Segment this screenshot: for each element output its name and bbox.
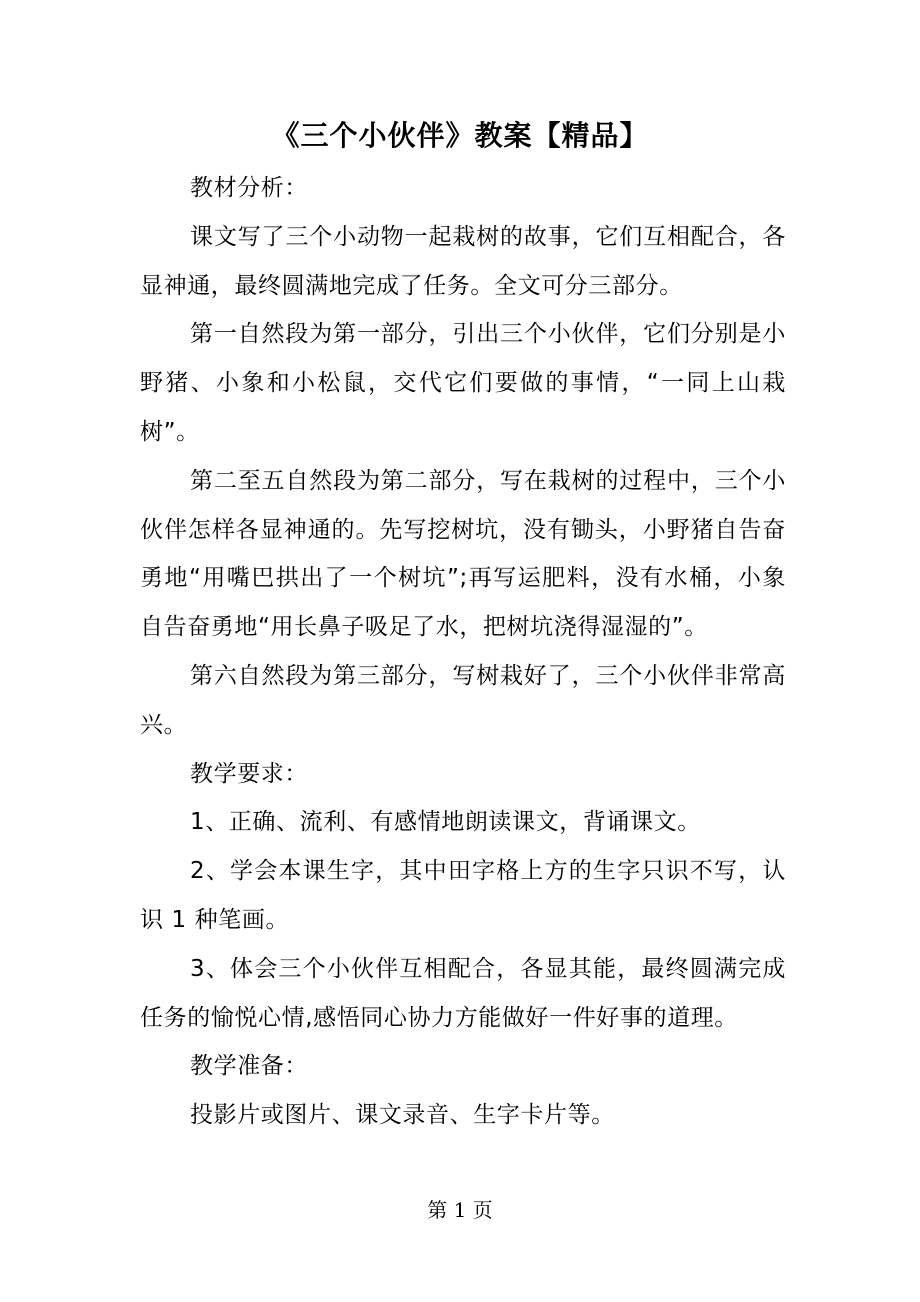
- section-heading-preparation: 教学准备：: [190, 1053, 308, 1080]
- paragraph-part-two: 第二至五自然段为第二部分，写在栽树的过程中，三个小伙伴怎样各显神通的。先写挖树坑，没有锄头，小野猪自告奋勇地“用嘴巴拱出了一个树坑”;再写运肥料，没有水桶，小象自告奋勇地“用长鼻子吸足了水，把树坑浇得湿湿的”。: [140, 467, 786, 641]
- document-title: 《三个小伙伴》教案【精品】: [271, 119, 649, 152]
- paragraph-part-one: 第一自然段为第一部分，引出三个小伙伴，它们分别是小野猪、小象和小松鼠，交代它们要做的事情，“一同上山栽树”。: [140, 321, 786, 445]
- section-heading-analysis: 教材分析：: [190, 175, 308, 201]
- requirement-item-1: 1、正确、流利、有感情地朗读课文，背诵课文。: [190, 809, 701, 836]
- requirement-item-3: 3、体会三个小伙伴互相配合，各显其能，最终圆满完成任务的愉悦心情,感悟同心协力方能做好一件好事的道理。: [140, 955, 786, 1031]
- document-body: [140, 164, 786, 1140]
- page-number: 第 1 页: [427, 1198, 493, 1222]
- paragraph-summary: 课文写了三个小动物一起栽树的故事，它们互相配合，各显神通，最终圆满地完成了任务。全文可分三部分。: [140, 223, 786, 299]
- section-heading-requirements: 教学要求：: [190, 760, 308, 787]
- requirement-item-2: 2、学会本课生字，其中田字格上方的生字只识不写，认识 1 种笔画。: [140, 858, 786, 933]
- paragraph-preparation: 投影片或图片、课文录音、生字卡片等。: [190, 1102, 615, 1129]
- paragraph-part-three: 第六自然段为第三部分，写树栽好了，三个小伙伴非常高兴。: [140, 662, 786, 738]
